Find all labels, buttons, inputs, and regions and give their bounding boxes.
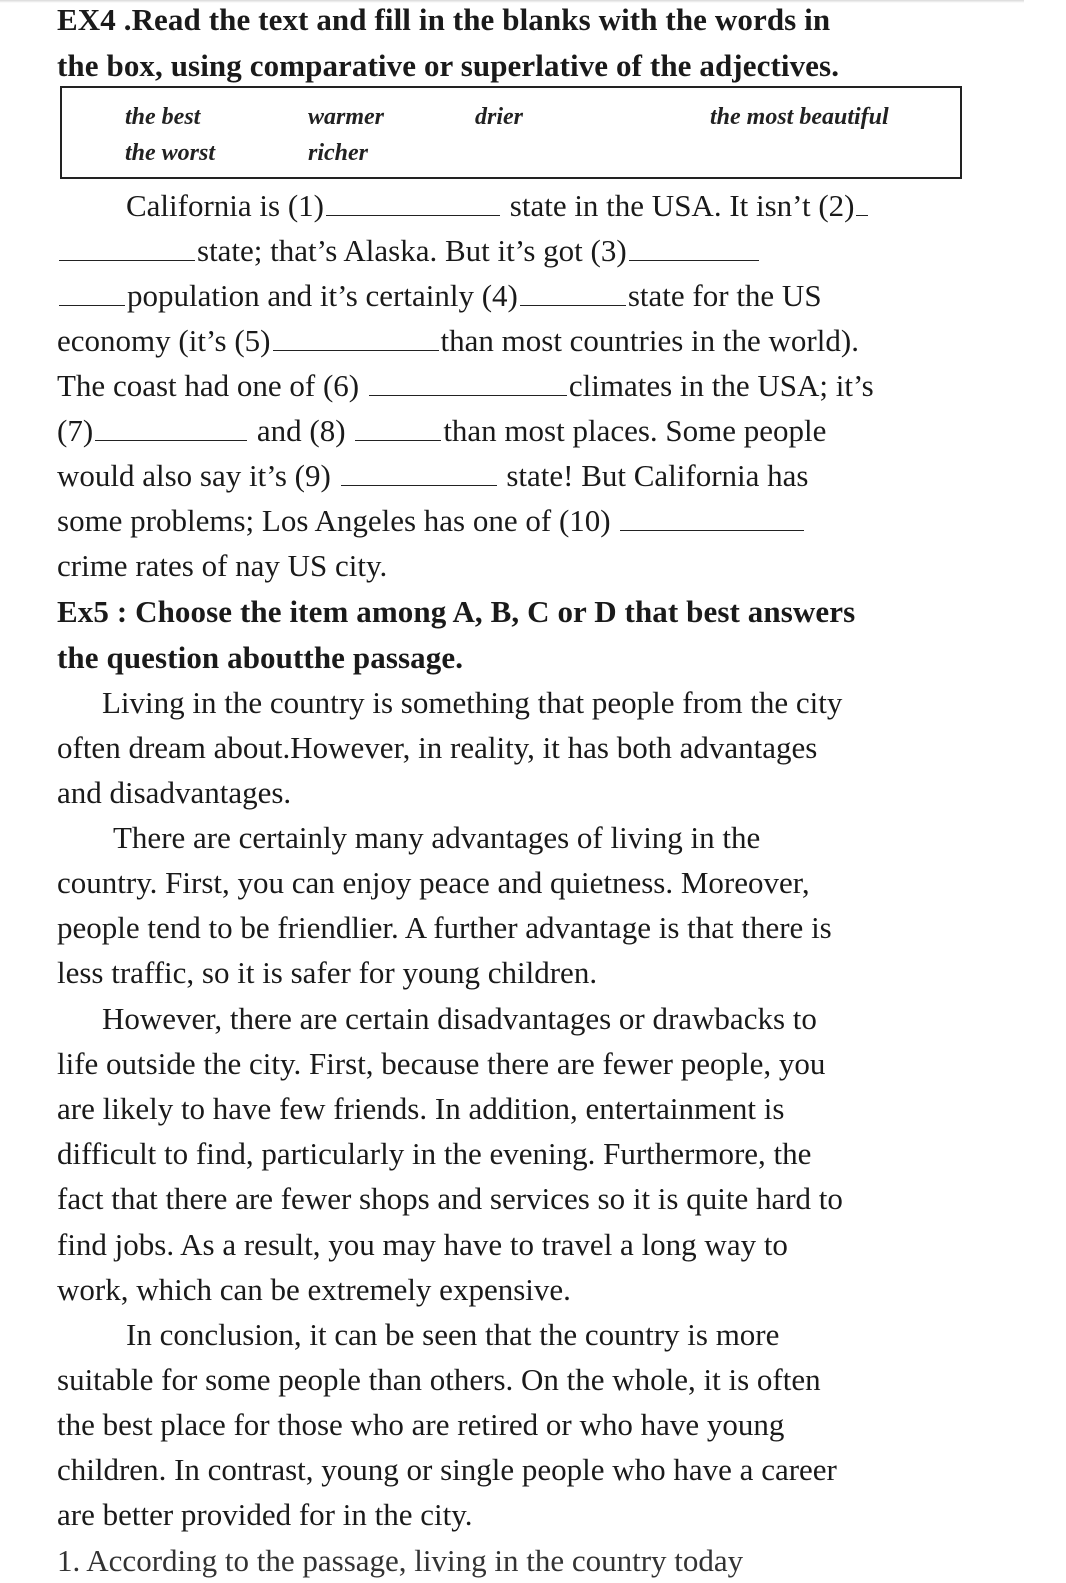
passage-line: and disadvantages. [57, 775, 292, 810]
passage-line: life outside the city. First, because there are fewer people, you [57, 1046, 826, 1081]
ex4-text: economy (it’s (5) [57, 323, 271, 358]
word-box [60, 86, 962, 179]
ex4-text: crime rates of nay US city. [57, 548, 388, 583]
word-box-item: warmer [308, 104, 385, 130]
blank-2a[interactable] [856, 214, 868, 216]
blank-3a[interactable] [629, 259, 759, 261]
ex4-text: state in the USA. It isn’t (2) [509, 188, 855, 223]
passage-line: are better provided for in the city. [57, 1497, 473, 1532]
ex4-text-line [57, 363, 997, 408]
word-box-item: the best [125, 104, 201, 130]
ex4-text-line [57, 273, 997, 318]
passage-line: work, which can be extremely expensive. [57, 1272, 571, 1307]
passage-line: children. In contrast, young or single people who have a career [57, 1452, 837, 1487]
blank-1[interactable] [326, 214, 500, 216]
passage-line: In conclusion, it can be seen that the country is more [126, 1317, 780, 1352]
passage-line: suitable for some people than others. On the whole, it is often [57, 1362, 821, 1397]
blank-4[interactable] [520, 304, 626, 306]
ex4-text: and (8) [249, 413, 354, 448]
ex4-text: (7) [57, 413, 94, 448]
ex4-heading-line2: the box, using comparative or superlative of the adjectives. [57, 48, 840, 83]
word-box-item: the worst [125, 140, 216, 166]
ex4-text: state! But California has [498, 458, 809, 493]
blank-2b[interactable] [59, 259, 195, 261]
passage-line: There are certainly many advantages of living in the [113, 820, 761, 855]
blank-3b[interactable] [59, 304, 125, 306]
ex4-text-line [57, 228, 997, 273]
word-box-item: richer [308, 140, 368, 166]
ex4-text: some problems; Los Angeles has one of (10) [57, 503, 619, 538]
passage-line: are likely to have few friends. In addition, entertainment is [57, 1091, 785, 1126]
word-box-item: drier [475, 104, 523, 130]
ex4-text-line [57, 498, 997, 543]
passage-line: difficult to find, particularly in the evening. Furthermore, the [57, 1136, 812, 1171]
cutoff-text-line [57, 1536, 997, 1578]
passage-line: However, there are certain disadvantages or drawbacks to [102, 1001, 817, 1036]
ex4-text-line [57, 543, 997, 588]
ex4-text: state for the US [627, 278, 822, 313]
passage-line: less traffic, so it is safer for young children. [57, 955, 598, 990]
ex4-text-line [57, 408, 997, 453]
ex4-text: than most countries in the world). [440, 323, 859, 358]
ex4-text-line [126, 183, 1066, 228]
blank-8[interactable] [355, 439, 441, 441]
passage-line: fact that there are fewer shops and services so it is quite hard to [57, 1181, 843, 1216]
ex4-text: California is (1) [126, 188, 325, 223]
blank-5[interactable] [273, 349, 439, 351]
blank-7[interactable] [95, 439, 247, 441]
cutoff-text: 1. According to the passage, living in the country today [57, 1543, 744, 1578]
ex4-text: climates in the USA; it’s [568, 368, 874, 403]
ex4-text: would also say it’s (9) [57, 458, 339, 493]
passage-line: find jobs. As a result, you may have to travel a long way to [57, 1227, 788, 1262]
blank-6[interactable] [369, 394, 567, 396]
ex4-heading-line1: EX4 .Read the text and fill in the blanks with the words in [57, 2, 831, 37]
blank-9[interactable] [341, 484, 497, 486]
passage-line: people tend to be friendlier. A further advantage is that there is [57, 910, 832, 945]
ex4-text-line [57, 453, 997, 498]
passage-line: often dream about.However, in reality, it has both advantages [57, 730, 818, 765]
ex5-heading-line1: Ex5 : Choose the item among A, B, C or D that best answers [57, 594, 856, 629]
ex5-heading-line2: the question aboutthe passage. [57, 640, 464, 675]
blank-10[interactable] [620, 529, 804, 531]
ex4-text: population and it’s certainly (4) [127, 278, 518, 313]
passage-line: country. First, you can enjoy peace and quietness. Moreover, [57, 865, 810, 900]
passage-line: the best place for those who are retired or who have young [57, 1407, 785, 1442]
ex4-text-line [57, 318, 997, 363]
passage-line: Living in the country is something that people from the city [102, 685, 843, 720]
ex4-text: than most places. Some people [443, 413, 827, 448]
ex4-text: The coast had one of (6) [57, 368, 367, 403]
word-box-item: the most beautiful [710, 104, 889, 130]
ex4-text: state; that’s Alaska. But it’s got (3) [197, 233, 627, 268]
